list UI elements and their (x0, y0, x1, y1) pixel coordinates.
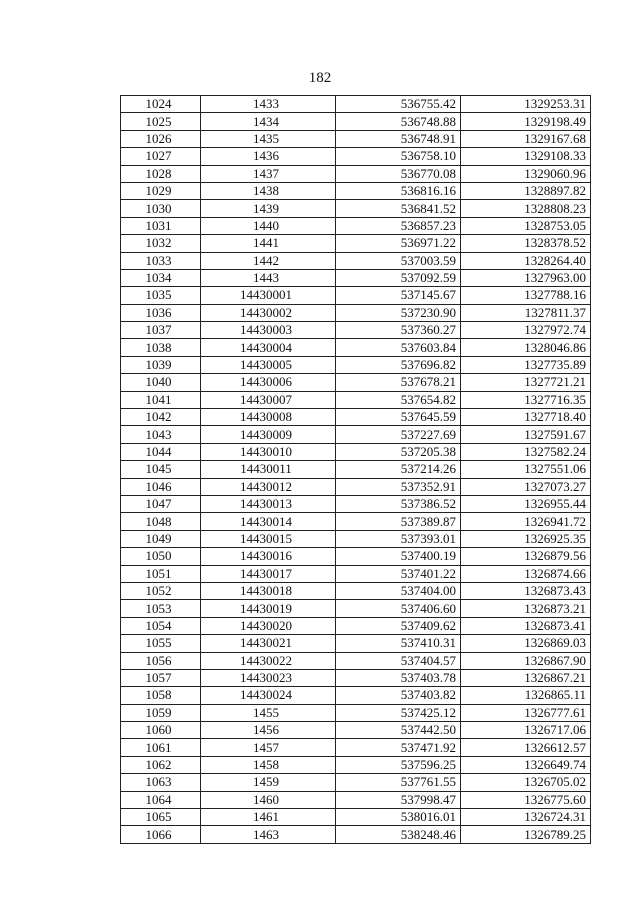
row-number-cell: 1044 (121, 443, 201, 460)
x-coordinate-cell: 536816.16 (336, 182, 461, 199)
row-number-cell: 1031 (121, 217, 201, 234)
coordinates-table-body (121, 96, 591, 844)
x-coordinate-cell: 537404.57 (336, 652, 461, 669)
point-id-cell: 14430007 (201, 391, 336, 408)
x-coordinate-cell: 538248.46 (336, 826, 461, 843)
point-id-cell: 14430002 (201, 304, 336, 321)
y-coordinate-cell: 1327972.74 (461, 322, 591, 339)
x-coordinate-cell: 537410.31 (336, 635, 461, 652)
x-coordinate-cell: 537425.12 (336, 704, 461, 721)
y-coordinate-cell: 1328264.40 (461, 252, 591, 269)
x-coordinate-cell: 537404.00 (336, 582, 461, 599)
point-id-cell: 14430004 (201, 339, 336, 356)
table-row (121, 130, 591, 147)
row-number-cell: 1042 (121, 409, 201, 426)
table-row (121, 791, 591, 808)
point-id-cell: 14430005 (201, 356, 336, 373)
table-row (121, 148, 591, 165)
y-coordinate-cell: 1327551.06 (461, 461, 591, 478)
x-coordinate-cell: 537696.82 (336, 356, 461, 373)
x-coordinate-cell: 537596.25 (336, 756, 461, 773)
y-coordinate-cell: 1326874.66 (461, 565, 591, 582)
x-coordinate-cell: 536748.88 (336, 113, 461, 130)
point-id-cell: 1439 (201, 200, 336, 217)
table-row (121, 235, 591, 252)
point-id-cell: 1438 (201, 182, 336, 199)
point-id-cell: 14430019 (201, 600, 336, 617)
y-coordinate-cell: 1326955.44 (461, 495, 591, 512)
y-coordinate-cell: 1326724.31 (461, 809, 591, 826)
y-coordinate-cell: 1327718.40 (461, 409, 591, 426)
point-id-cell: 14430016 (201, 548, 336, 565)
table-row (121, 826, 591, 843)
table-row (121, 96, 591, 113)
table-row (121, 461, 591, 478)
point-id-cell: 14430012 (201, 478, 336, 495)
y-coordinate-cell: 1329253.31 (461, 96, 591, 113)
table-row (121, 582, 591, 599)
point-id-cell: 14430003 (201, 322, 336, 339)
y-coordinate-cell: 1326775.60 (461, 791, 591, 808)
table-row (121, 287, 591, 304)
x-coordinate-cell: 537352.91 (336, 478, 461, 495)
row-number-cell: 1045 (121, 461, 201, 478)
y-coordinate-cell: 1328897.82 (461, 182, 591, 199)
x-coordinate-cell: 537645.59 (336, 409, 461, 426)
row-number-cell: 1046 (121, 478, 201, 495)
y-coordinate-cell: 1326789.25 (461, 826, 591, 843)
row-number-cell: 1051 (121, 565, 201, 582)
y-coordinate-cell: 1326873.21 (461, 600, 591, 617)
point-id-cell: 14430009 (201, 426, 336, 443)
y-coordinate-cell: 1326925.35 (461, 530, 591, 547)
table-row (121, 652, 591, 669)
row-number-cell: 1048 (121, 513, 201, 530)
y-coordinate-cell: 1328378.52 (461, 235, 591, 252)
row-number-cell: 1066 (121, 826, 201, 843)
x-coordinate-cell: 537403.82 (336, 687, 461, 704)
x-coordinate-cell: 537214.26 (336, 461, 461, 478)
x-coordinate-cell: 537400.19 (336, 548, 461, 565)
row-number-cell: 1040 (121, 374, 201, 391)
x-coordinate-cell: 537406.60 (336, 600, 461, 617)
x-coordinate-cell: 538016.01 (336, 809, 461, 826)
y-coordinate-cell: 1326873.43 (461, 582, 591, 599)
x-coordinate-cell: 537389.87 (336, 513, 461, 530)
row-number-cell: 1062 (121, 756, 201, 773)
point-id-cell: 14430017 (201, 565, 336, 582)
y-coordinate-cell: 1326873.41 (461, 617, 591, 634)
y-coordinate-cell: 1329198.49 (461, 113, 591, 130)
y-coordinate-cell: 1327716.35 (461, 391, 591, 408)
x-coordinate-cell: 537227.69 (336, 426, 461, 443)
x-coordinate-cell: 537230.90 (336, 304, 461, 321)
point-id-cell: 14430006 (201, 374, 336, 391)
point-id-cell: 1458 (201, 756, 336, 773)
point-id-cell: 14430023 (201, 669, 336, 686)
table-row (121, 774, 591, 791)
x-coordinate-cell: 536971.22 (336, 235, 461, 252)
row-number-cell: 1060 (121, 722, 201, 739)
table-row (121, 391, 591, 408)
y-coordinate-cell: 1326649.74 (461, 756, 591, 773)
x-coordinate-cell: 537393.01 (336, 530, 461, 547)
y-coordinate-cell: 1329060.96 (461, 165, 591, 182)
table-row (121, 426, 591, 443)
x-coordinate-cell: 537003.59 (336, 252, 461, 269)
row-number-cell: 1025 (121, 113, 201, 130)
point-id-cell: 14430010 (201, 443, 336, 460)
table-row (121, 356, 591, 373)
row-number-cell: 1029 (121, 182, 201, 199)
row-number-cell: 1047 (121, 495, 201, 512)
row-number-cell: 1038 (121, 339, 201, 356)
x-coordinate-cell: 537403.78 (336, 669, 461, 686)
y-coordinate-cell: 1327735.89 (461, 356, 591, 373)
row-number-cell: 1052 (121, 582, 201, 599)
row-number-cell: 1061 (121, 739, 201, 756)
table-row (121, 687, 591, 704)
table-row (121, 339, 591, 356)
table-row (121, 478, 591, 495)
y-coordinate-cell: 1327811.37 (461, 304, 591, 321)
point-id-cell: 1463 (201, 826, 336, 843)
point-id-cell: 14430008 (201, 409, 336, 426)
y-coordinate-cell: 1327963.00 (461, 269, 591, 286)
row-number-cell: 1024 (121, 96, 201, 113)
table-row (121, 252, 591, 269)
table-row (121, 322, 591, 339)
point-id-cell: 1440 (201, 217, 336, 234)
row-number-cell: 1053 (121, 600, 201, 617)
row-number-cell: 1026 (121, 130, 201, 147)
row-number-cell: 1058 (121, 687, 201, 704)
page-number: 182 (308, 70, 332, 86)
y-coordinate-cell: 1326867.21 (461, 669, 591, 686)
point-id-cell: 14430022 (201, 652, 336, 669)
table-row (121, 548, 591, 565)
y-coordinate-cell: 1326777.61 (461, 704, 591, 721)
row-number-cell: 1050 (121, 548, 201, 565)
y-coordinate-cell: 1327582.24 (461, 443, 591, 460)
row-number-cell: 1057 (121, 669, 201, 686)
y-coordinate-cell: 1328753.05 (461, 217, 591, 234)
table-row (121, 635, 591, 652)
x-coordinate-cell: 537205.38 (336, 443, 461, 460)
y-coordinate-cell: 1326612.57 (461, 739, 591, 756)
x-coordinate-cell: 537409.62 (336, 617, 461, 634)
point-id-cell: 1434 (201, 113, 336, 130)
table-row (121, 495, 591, 512)
point-id-cell: 1456 (201, 722, 336, 739)
x-coordinate-cell: 536755.42 (336, 96, 461, 113)
table-row (121, 165, 591, 182)
x-coordinate-cell: 536748.91 (336, 130, 461, 147)
x-coordinate-cell: 537603.84 (336, 339, 461, 356)
row-number-cell: 1034 (121, 269, 201, 286)
x-coordinate-cell: 537761.55 (336, 774, 461, 791)
table-row (121, 374, 591, 391)
row-number-cell: 1049 (121, 530, 201, 547)
x-coordinate-cell: 537386.52 (336, 495, 461, 512)
point-id-cell: 1435 (201, 130, 336, 147)
y-coordinate-cell: 1326865.11 (461, 687, 591, 704)
point-id-cell: 14430014 (201, 513, 336, 530)
x-coordinate-cell: 536758.10 (336, 148, 461, 165)
row-number-cell: 1056 (121, 652, 201, 669)
point-id-cell: 1460 (201, 791, 336, 808)
y-coordinate-cell: 1327721.21 (461, 374, 591, 391)
y-coordinate-cell: 1329108.33 (461, 148, 591, 165)
row-number-cell: 1035 (121, 287, 201, 304)
y-coordinate-cell: 1327073.27 (461, 478, 591, 495)
row-number-cell: 1028 (121, 165, 201, 182)
point-id-cell: 14430015 (201, 530, 336, 547)
y-coordinate-cell: 1326717.06 (461, 722, 591, 739)
row-number-cell: 1059 (121, 704, 201, 721)
table-row (121, 617, 591, 634)
table-row (121, 809, 591, 826)
row-number-cell: 1033 (121, 252, 201, 269)
y-coordinate-cell: 1326867.90 (461, 652, 591, 669)
point-id-cell: 14430001 (201, 287, 336, 304)
table-row (121, 722, 591, 739)
table-row (121, 513, 591, 530)
point-id-cell: 1433 (201, 96, 336, 113)
table-row (121, 565, 591, 582)
y-coordinate-cell: 1328046.86 (461, 339, 591, 356)
point-id-cell: 14430021 (201, 635, 336, 652)
row-number-cell: 1041 (121, 391, 201, 408)
table-row (121, 704, 591, 721)
table-row (121, 530, 591, 547)
point-id-cell: 1461 (201, 809, 336, 826)
y-coordinate-cell: 1326941.72 (461, 513, 591, 530)
row-number-cell: 1036 (121, 304, 201, 321)
point-id-cell: 1437 (201, 165, 336, 182)
y-coordinate-cell: 1328808.23 (461, 200, 591, 217)
table-row (121, 600, 591, 617)
row-number-cell: 1027 (121, 148, 201, 165)
table-row (121, 304, 591, 321)
point-id-cell: 1443 (201, 269, 336, 286)
point-id-cell: 1436 (201, 148, 336, 165)
row-number-cell: 1055 (121, 635, 201, 652)
x-coordinate-cell: 537401.22 (336, 565, 461, 582)
coordinates-table (120, 95, 591, 844)
point-id-cell: 1441 (201, 235, 336, 252)
x-coordinate-cell: 537092.59 (336, 269, 461, 286)
y-coordinate-cell: 1327788.16 (461, 287, 591, 304)
y-coordinate-cell: 1327591.67 (461, 426, 591, 443)
x-coordinate-cell: 537678.21 (336, 374, 461, 391)
row-number-cell: 1037 (121, 322, 201, 339)
table-row (121, 269, 591, 286)
x-coordinate-cell: 537998.47 (336, 791, 461, 808)
y-coordinate-cell: 1326869.03 (461, 635, 591, 652)
y-coordinate-cell: 1326705.02 (461, 774, 591, 791)
x-coordinate-cell: 537654.82 (336, 391, 461, 408)
table-row (121, 409, 591, 426)
table-row (121, 182, 591, 199)
table-row (121, 113, 591, 130)
x-coordinate-cell: 537471.92 (336, 739, 461, 756)
table-row (121, 669, 591, 686)
table-row (121, 217, 591, 234)
point-id-cell: 1455 (201, 704, 336, 721)
x-coordinate-cell: 536770.08 (336, 165, 461, 182)
point-id-cell: 1459 (201, 774, 336, 791)
point-id-cell: 14430011 (201, 461, 336, 478)
row-number-cell: 1054 (121, 617, 201, 634)
y-coordinate-cell: 1329167.68 (461, 130, 591, 147)
point-id-cell: 1442 (201, 252, 336, 269)
x-coordinate-cell: 536857.23 (336, 217, 461, 234)
point-id-cell: 14430013 (201, 495, 336, 512)
table-row (121, 739, 591, 756)
row-number-cell: 1043 (121, 426, 201, 443)
y-coordinate-cell: 1326879.56 (461, 548, 591, 565)
table-row (121, 443, 591, 460)
x-coordinate-cell: 537145.67 (336, 287, 461, 304)
table-row (121, 756, 591, 773)
row-number-cell: 1065 (121, 809, 201, 826)
point-id-cell: 1457 (201, 739, 336, 756)
row-number-cell: 1030 (121, 200, 201, 217)
row-number-cell: 1032 (121, 235, 201, 252)
row-number-cell: 1039 (121, 356, 201, 373)
x-coordinate-cell: 536841.52 (336, 200, 461, 217)
row-number-cell: 1064 (121, 791, 201, 808)
point-id-cell: 14430018 (201, 582, 336, 599)
x-coordinate-cell: 537442.50 (336, 722, 461, 739)
point-id-cell: 14430020 (201, 617, 336, 634)
row-number-cell: 1063 (121, 774, 201, 791)
table-row (121, 200, 591, 217)
x-coordinate-cell: 537360.27 (336, 322, 461, 339)
point-id-cell: 14430024 (201, 687, 336, 704)
